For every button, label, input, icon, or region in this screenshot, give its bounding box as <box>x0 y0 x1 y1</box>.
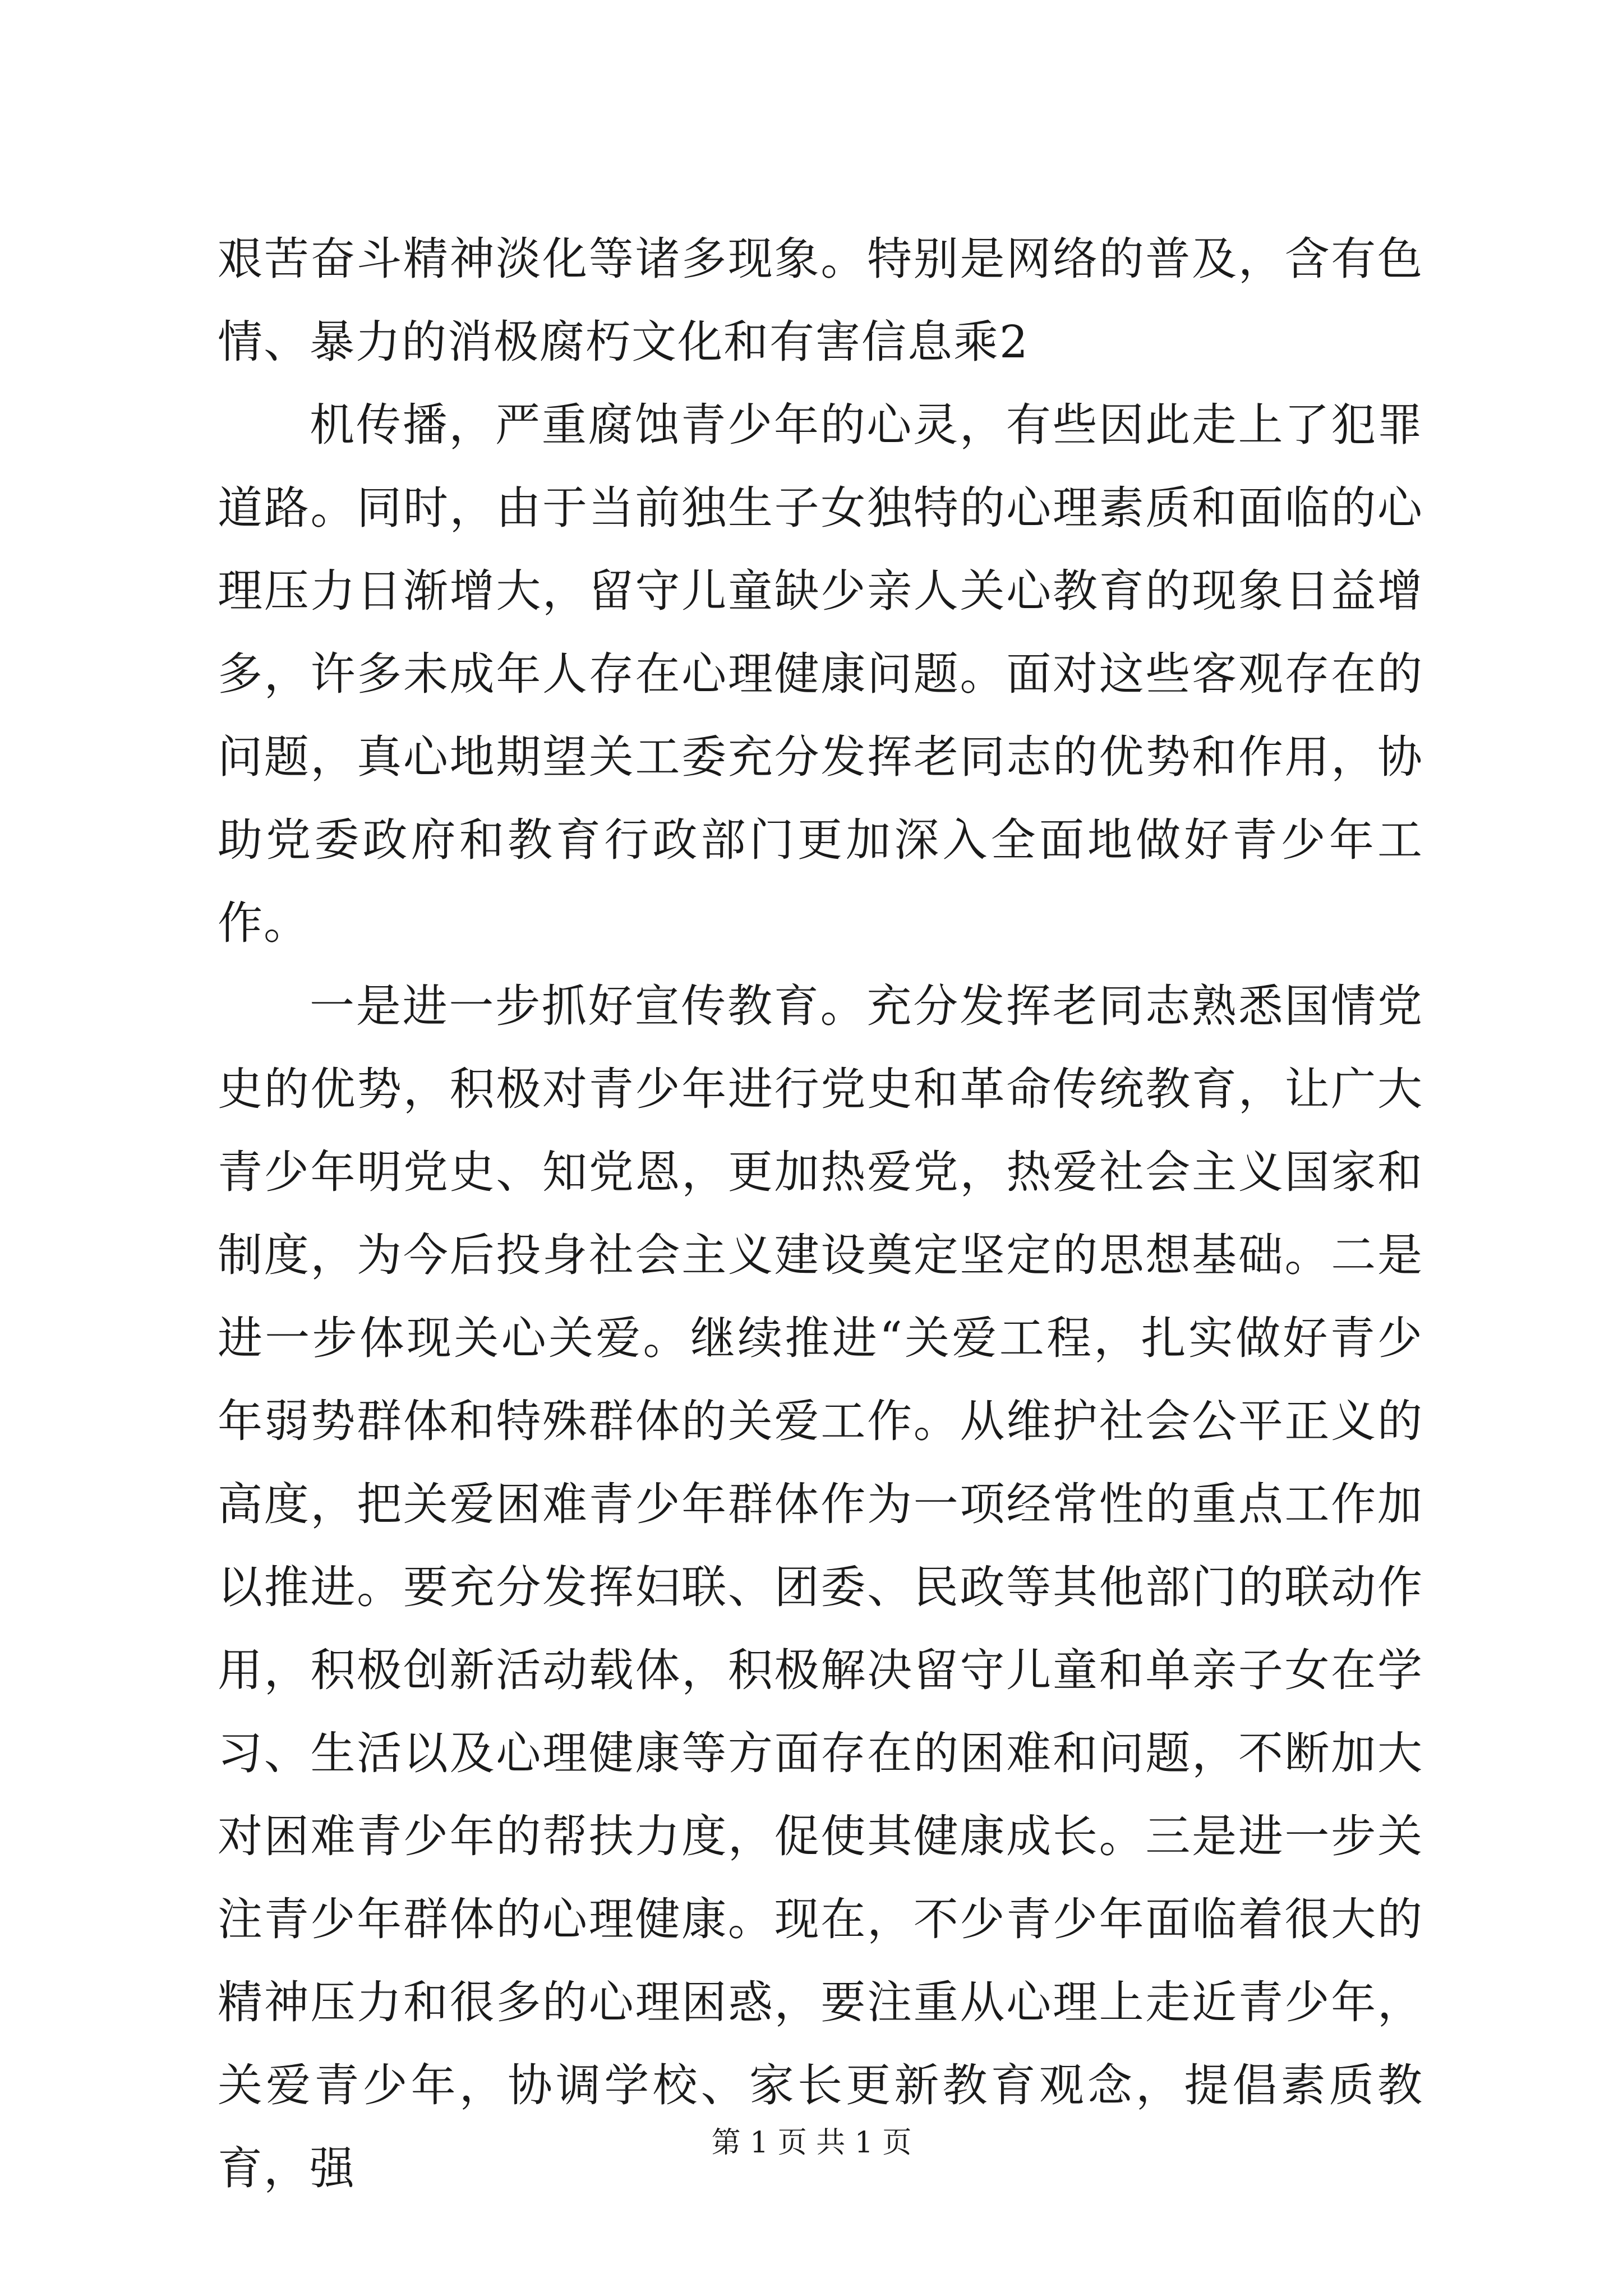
document-body <box>218 218 1423 2210</box>
paragraph-1: 艰苦奋斗精神淡化等诸多现象。特别是网络的普及，含有色情、暴力的消极腐朽文化和有害信息乘2 <box>218 233 1423 368</box>
paragraph-3: 一是进一步抓好宣传教育。充分发挥老同志熟悉国情党史的优势，积极对青少年进行党史和革命传统教育，让广大青少年明党史、知党恩，更加热爱党，热爱社会主义国家和制度，为今后投身社会主义建设奠定坚定的思想基础。二是进一步体现关心关爱。继续推进“关爱工程，扎实做好青少年弱势群体和特殊群体的关爱工作。从维护社会公平正义的高度，把关爱困难青少年群体作为一项经常性的重点工作加以推进。要充分发挥妇联、团委、民政等其他部门的联动作用，积极创新活动载体，积极解决留守儿童和单亲子女在学习、生活以及心理健康等方面存在的困难和问题，不断加大对困难青少年的帮扶力度，促使其健康成长。三是进一步关注青少年群体的心理健康。现在，不少青少年面临着很大的精神压力和很多的心理困惑，要注重从心理上走近青少年，关爱青少年，协调学校、家长更新教育观念，提倡素质教育，强 <box>218 980 1423 2194</box>
paragraph-2: 机传播，严重腐蚀青少年的心灵，有些因此走上了犯罪道路。同时，由于当前独生子女独特的心理素质和面临的心理压力日渐增大，留守儿童缺少亲人关心教育的现象日益增多，许多未成年人存在心理健康问题。面对这些客观存在的问题，真心地期望关工委充分发挥老同志的优势和作用，协助党委政府和教育行政部门更加深入全面地做好青少年工作。 <box>218 399 1423 949</box>
page-footer: 第 1 页 共 1 页 <box>711 2126 912 2160</box>
